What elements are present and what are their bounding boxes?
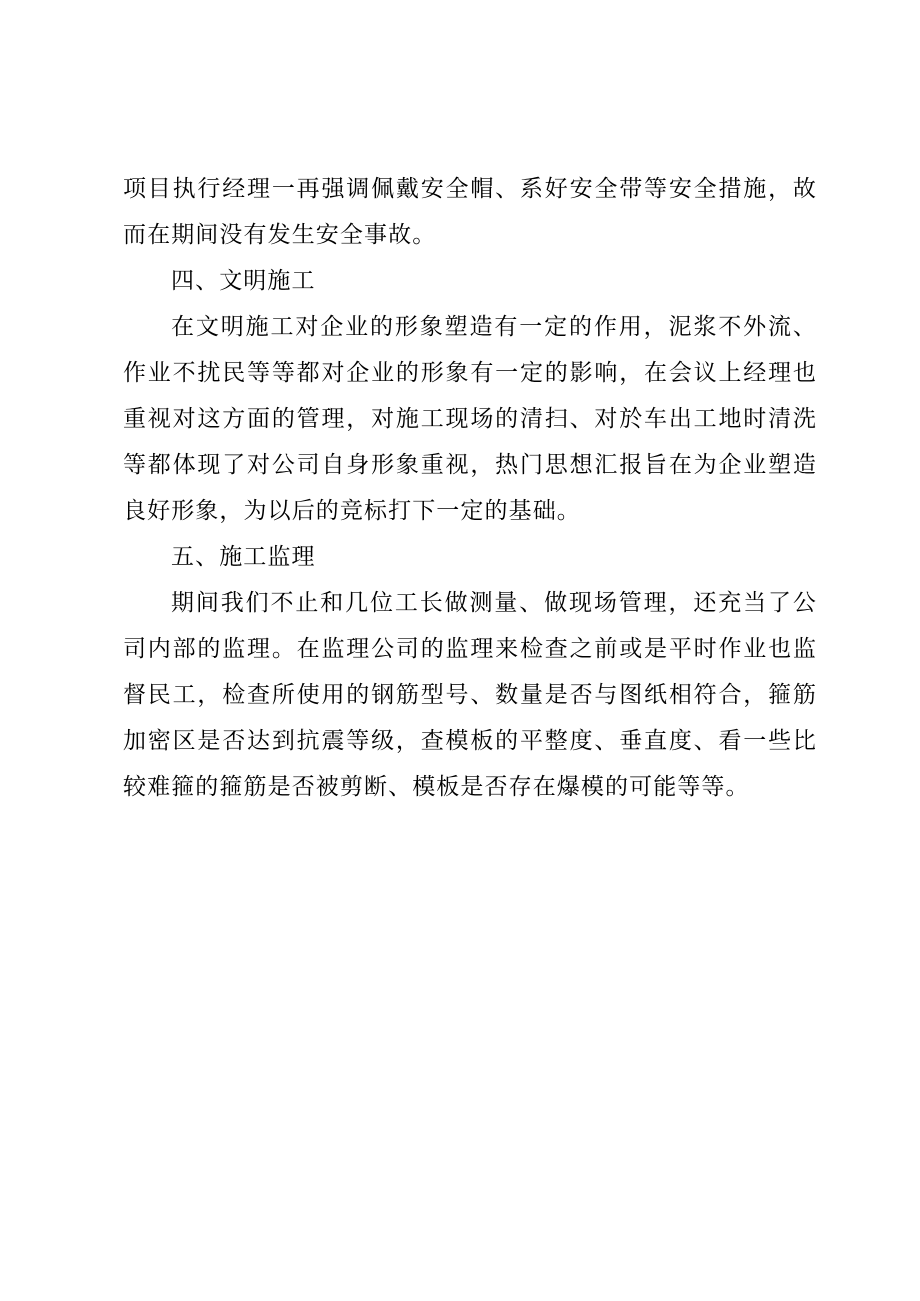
section-heading-civilized-construction: 四、文明施工: [171, 268, 316, 294]
paragraph-safety-conclusion: 项目执行经理一再强调佩戴安全帽、系好安全带等安全措施，故而在期间没有发生安全事故。: [123, 176, 817, 248]
section-heading-construction-supervision: 五、施工监理: [171, 544, 316, 570]
paragraph-civilized-construction: 在文明施工对企业的形象塑造有一定的作用，泥浆不外流、作业不扰民等等都对企业的形象有一定的影响，在会议上经理也重视对这方面的管理，对施工现场的清扫、对於车出工地时清洗等都体现了对公司自身形象重视，热门思想汇报旨在为企业塑造良好形象，为以后的竞标打下一定的基础。: [123, 314, 817, 524]
document-page: [123, 166, 817, 810]
paragraph-construction-supervision: 期间我们不止和几位工长做测量、做现场管理，还充当了公司内部的监理。在监理公司的监理来检查之前或是平时作业也监督民工，检查所使用的钢筋型号、数量是否与图纸相符合，箍筋加密区是否达到抗震等级，查模板的平整度、垂直度、看一些比较难箍的箍筋是否被剪断、模板是否存在爆模的可能等等。: [123, 590, 817, 800]
